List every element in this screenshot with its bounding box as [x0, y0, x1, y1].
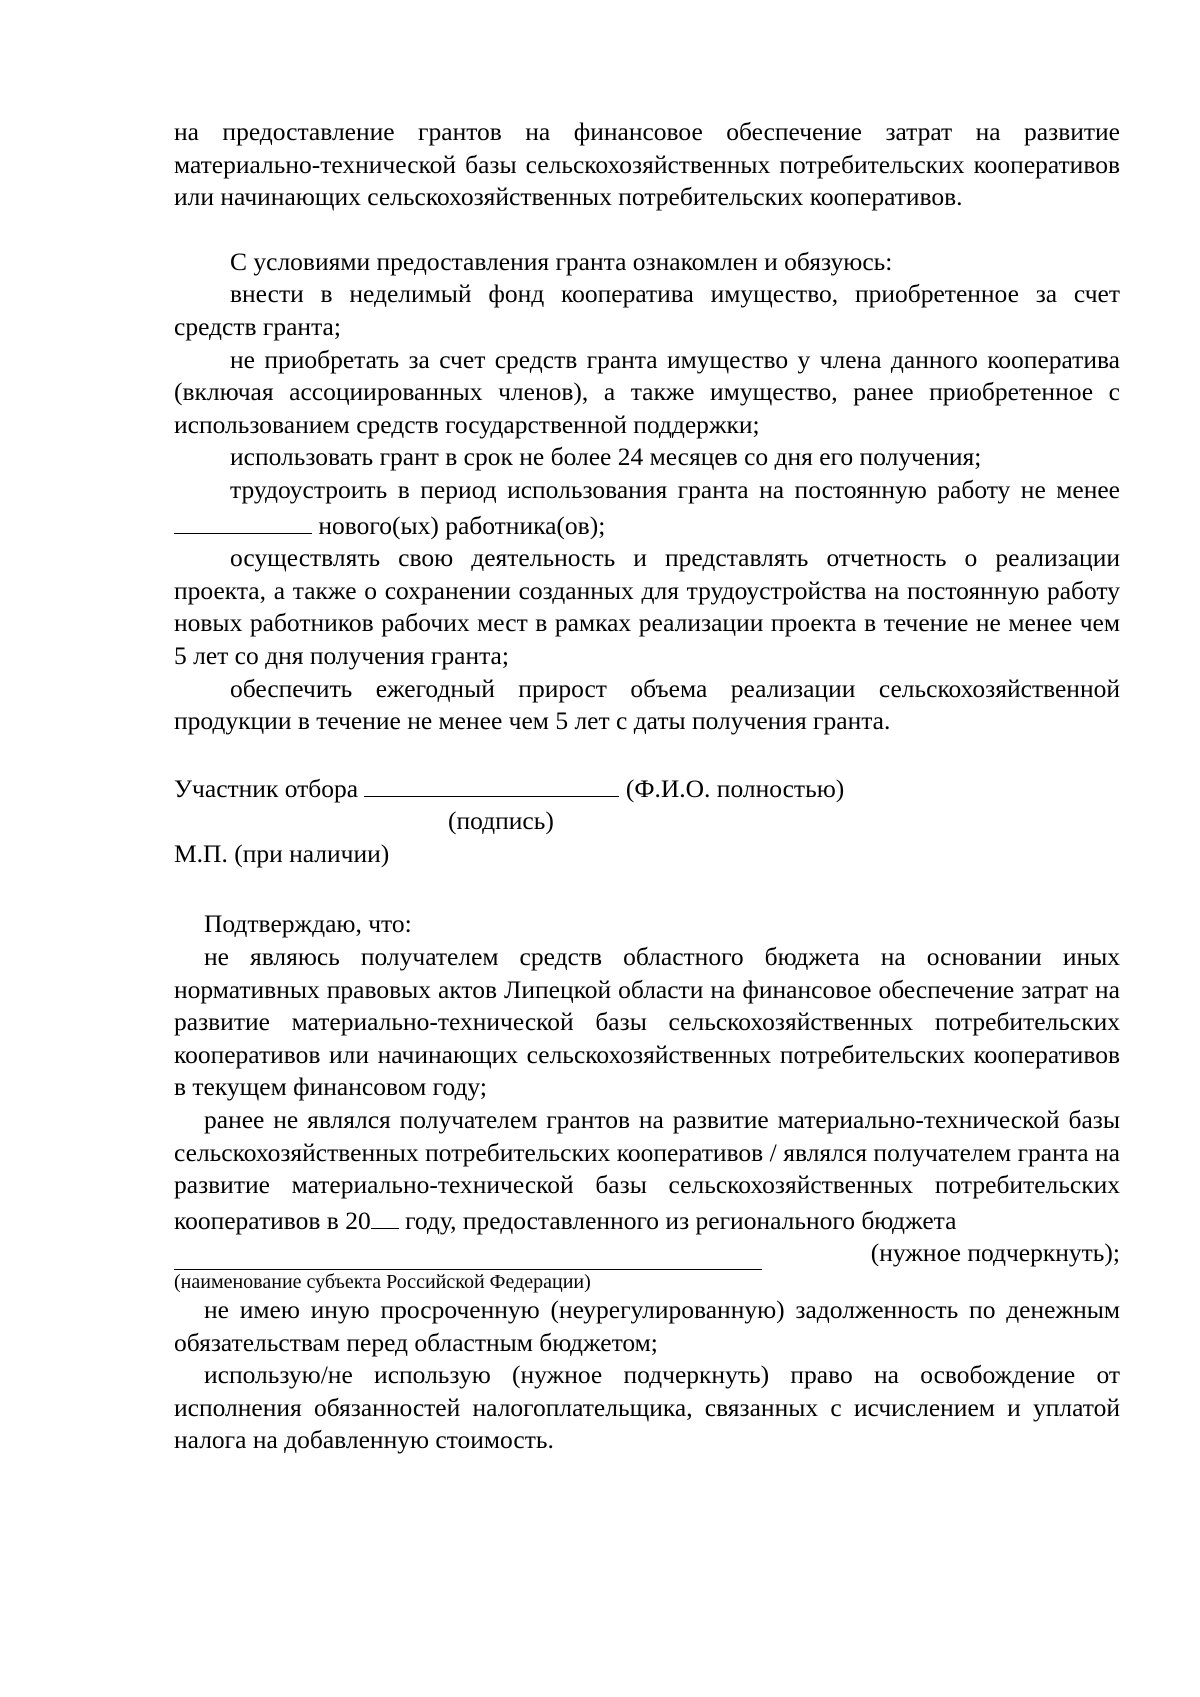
condition-item-6: обеспечить ежегодный прирост объема реализации сельскохозяйственной продукции в течение не менее чем 5 лет с даты получения гранта. [174, 673, 1120, 736]
confirm-heading: Подтверждаю, что: [204, 909, 412, 939]
stamp-label: М.П. (при наличии) [174, 838, 390, 868]
confirm-item-2-text-b: году, предоставленного из регионального бюджета [405, 1205, 957, 1235]
condition-item-1: внести в неделимый фонд кооператива имущество, приобретенное за счет средств гранта; [174, 279, 1120, 341]
condition-item-4-text-b: нового(ых) работника(ов); [318, 510, 606, 540]
confirm-item-4: использую/не использую (нужное подчеркнуть) право на освобождение от исполнения обязанностей налогоплательщика, связанных с исчислением и уплатой налога на добавленную стоимость. [174, 1360, 1120, 1455]
workers-count-blank [174, 507, 312, 534]
participant-label: Участник отбора [174, 773, 359, 803]
signature-caption: (подпись) [448, 806, 554, 836]
signature-line [174, 770, 1120, 806]
region-caption: (наименование субъекта Российской Федерации) [174, 1271, 591, 1293]
signature-block [174, 770, 1120, 871]
year-blank [371, 1202, 399, 1229]
condition-item-4-text-a: трудоустроить в период использования гранта на постоянную работу не менее [230, 474, 1120, 504]
region-blank [174, 1243, 762, 1270]
confirm-item-1: не являюсь получателем средств областного бюджета на основании иных нормативных правовых актов Липецкой области на финансовое обеспечение затрат на развитие материально-технической базы сельскохозяйственных потребительских кооперативов или начинающих сельскохозяйственных потребительских кооперативов в текущем финансовом году; [174, 942, 1120, 1102]
confirm-item-2 [174, 1104, 1120, 1237]
confirm-item-2-text-c: (нужное подчеркнуть); [870, 1238, 1120, 1268]
condition-item-5: осуществлять свою деятельность и представлять отчетность о реализации проекта, а также о сохранении созданных для трудоустройства на постоянную работу новых работников рабочих мест в рамках реализации проекта в течение не менее чем 5 лет со дня получения гранта; [174, 543, 1120, 670]
condition-item-2: не приобретать за счет средств гранта имущество у члена данного кооператива (включая ассоциированных членов), а также имущество, ранее приобретенное с использованием средств государственной поддержки; [174, 344, 1120, 439]
signature-blank [364, 770, 619, 797]
region-line [174, 1237, 1120, 1270]
intro-paragraph: на предоставление грантов на финансовое обеспечение затрат на развитие материально-технической базы сельскохозяйственных потребительских кооперативов или начинающих сельскохозяйственных потребительских кооперативов. [174, 117, 1120, 212]
confirm-item-3: не имею иную просроченную (неурегулированную) задолженность по денежным обязательствам перед областным бюджетом; [174, 1295, 1120, 1357]
condition-item-4 [174, 474, 1120, 542]
fio-caption: (Ф.И.О. полностью) [625, 773, 845, 803]
confirm-item-2-text-a: ранее не являлся получателем грантов на развитие материально-технической базы сельскохозяйственных потребительских кооперативов / являлся получателем гранта на развитие материально-технической базы сельскохозяйственных потребительских кооперативов в 20 [174, 1105, 1120, 1235]
conditions-heading: С условиями предоставления гранта ознакомлен и обязуюсь: [230, 246, 893, 276]
condition-item-3: использовать грант в срок не более 24 месяцев со дня его получения; [230, 442, 982, 472]
